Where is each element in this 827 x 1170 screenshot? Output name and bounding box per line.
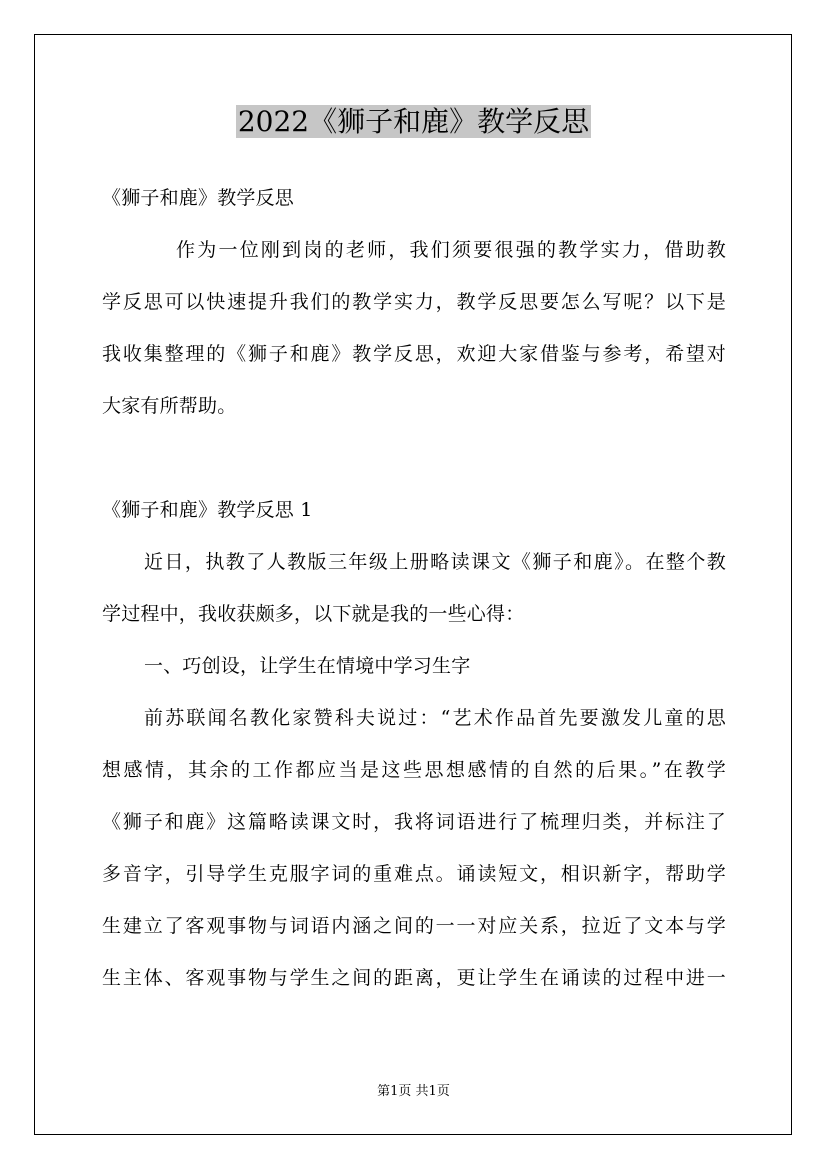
paragraph-line: 多音字，引导学生克服字词的重难点。诵读短文，相识新字，帮助学: [102, 863, 726, 885]
paragraph-line: 生主体、客观事物与学生之间的距离，更让学生在诵读的过程中进一: [102, 967, 726, 989]
document-title: [0, 100, 827, 144]
subtitle: 《狮子和鹿》教学反思: [102, 187, 295, 209]
intro-line: 大家有所帮助。: [102, 395, 237, 417]
document-title-text: 2022《狮子和鹿》教学反思: [237, 105, 590, 138]
intro-line: 学反思可以快速提升我们的教学实力，教学反思要怎么写呢？以下是: [102, 291, 726, 313]
page-footer: 第1页 共1页: [377, 1084, 450, 1099]
intro-line: 作为一位刚到岗的老师，我们须要很强的教学实力，借助教: [176, 239, 726, 261]
point-heading: 一、巧创设，让学生在情境中学习生字: [144, 655, 471, 677]
paragraph-line: 生建立了客观事物与词语内涵之间的一一对应关系，拉近了文本与学: [102, 915, 726, 937]
paragraph-line: 前苏联闻名教化家赞科夫说过：“艺术作品首先要激发儿童的思: [144, 707, 726, 729]
section-heading: 《狮子和鹿》教学反思 1: [102, 499, 313, 521]
blank-line: [102, 432, 726, 484]
intro-line: 我收集整理的《狮子和鹿》教学反思，欢迎大家借鉴与参考，希望对: [102, 343, 726, 365]
paragraph-line: 学过程中，我收获颇多，以下就是我的一些心得：: [102, 603, 525, 625]
paragraph-line: 《狮子和鹿》这篇略读课文时，我将词语进行了梳理归类，并标注了: [102, 811, 726, 833]
paragraph-line: 近日，执教了人教版三年级上册略读课文《狮子和鹿》。在整个教: [144, 551, 726, 573]
document-body: [102, 172, 726, 1004]
paragraph-line: 想感情，其余的工作都应当是这些思想感情的自然的后果。”在教学: [102, 759, 726, 781]
